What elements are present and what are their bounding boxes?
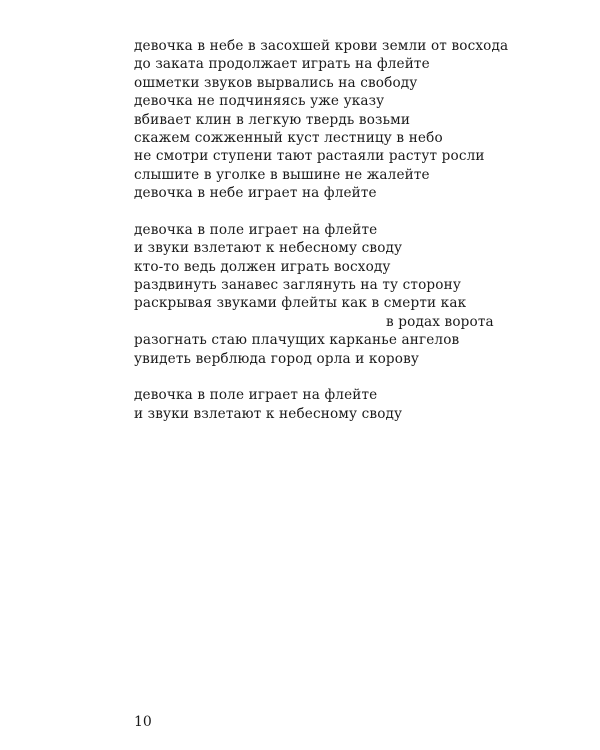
poem-line: девочка в небе играет на флейте — [134, 185, 377, 202]
poem-line: и звуки взлетают к небесному своду — [134, 405, 403, 422]
poem-line: слышите в уголке в вышине не жалейте — [134, 166, 430, 183]
stanza-1 — [134, 37, 514, 203]
poem-line: увидеть верблюда город орла и корову — [134, 350, 420, 367]
poem-line: девочка в поле играет на флейте — [134, 221, 378, 238]
poem-line-continuation: в родах ворота — [386, 313, 494, 330]
poem-line: разогнать стаю плачущих карканье ангелов — [134, 332, 460, 349]
poem-line: девочка не подчиняясь уже указу — [134, 93, 385, 110]
poem-line: девочка в поле играет на флейте — [134, 387, 378, 404]
poem-line: и звуки взлетают к небесному своду — [134, 240, 403, 257]
poem-line: ошметки звуков вырвались на свободу — [134, 74, 418, 91]
poem — [134, 37, 514, 442]
poem-line: кто-то ведь должен играть восходу — [134, 258, 391, 275]
page-number: 10 — [134, 714, 152, 730]
poem-line: раздвинуть занавес заглянуть на ту сторону — [134, 277, 461, 294]
poem-line: вбивает клин в легкую твердь возьми — [134, 111, 411, 128]
poem-line: раскрывая звуками флейты как в смерти как — [134, 295, 467, 312]
stanza-3 — [134, 386, 514, 423]
poem-line: не смотри ступени тают растаяли растут росли — [134, 148, 485, 165]
poem-line: до заката продолжает играть на флейте — [134, 56, 430, 73]
poem-line: скажем сожженный куст лестницу в небо — [134, 129, 443, 146]
poem-line: девочка в небе в засохшей крови земли от восхода — [134, 38, 509, 54]
stanza-2 — [134, 221, 514, 368]
